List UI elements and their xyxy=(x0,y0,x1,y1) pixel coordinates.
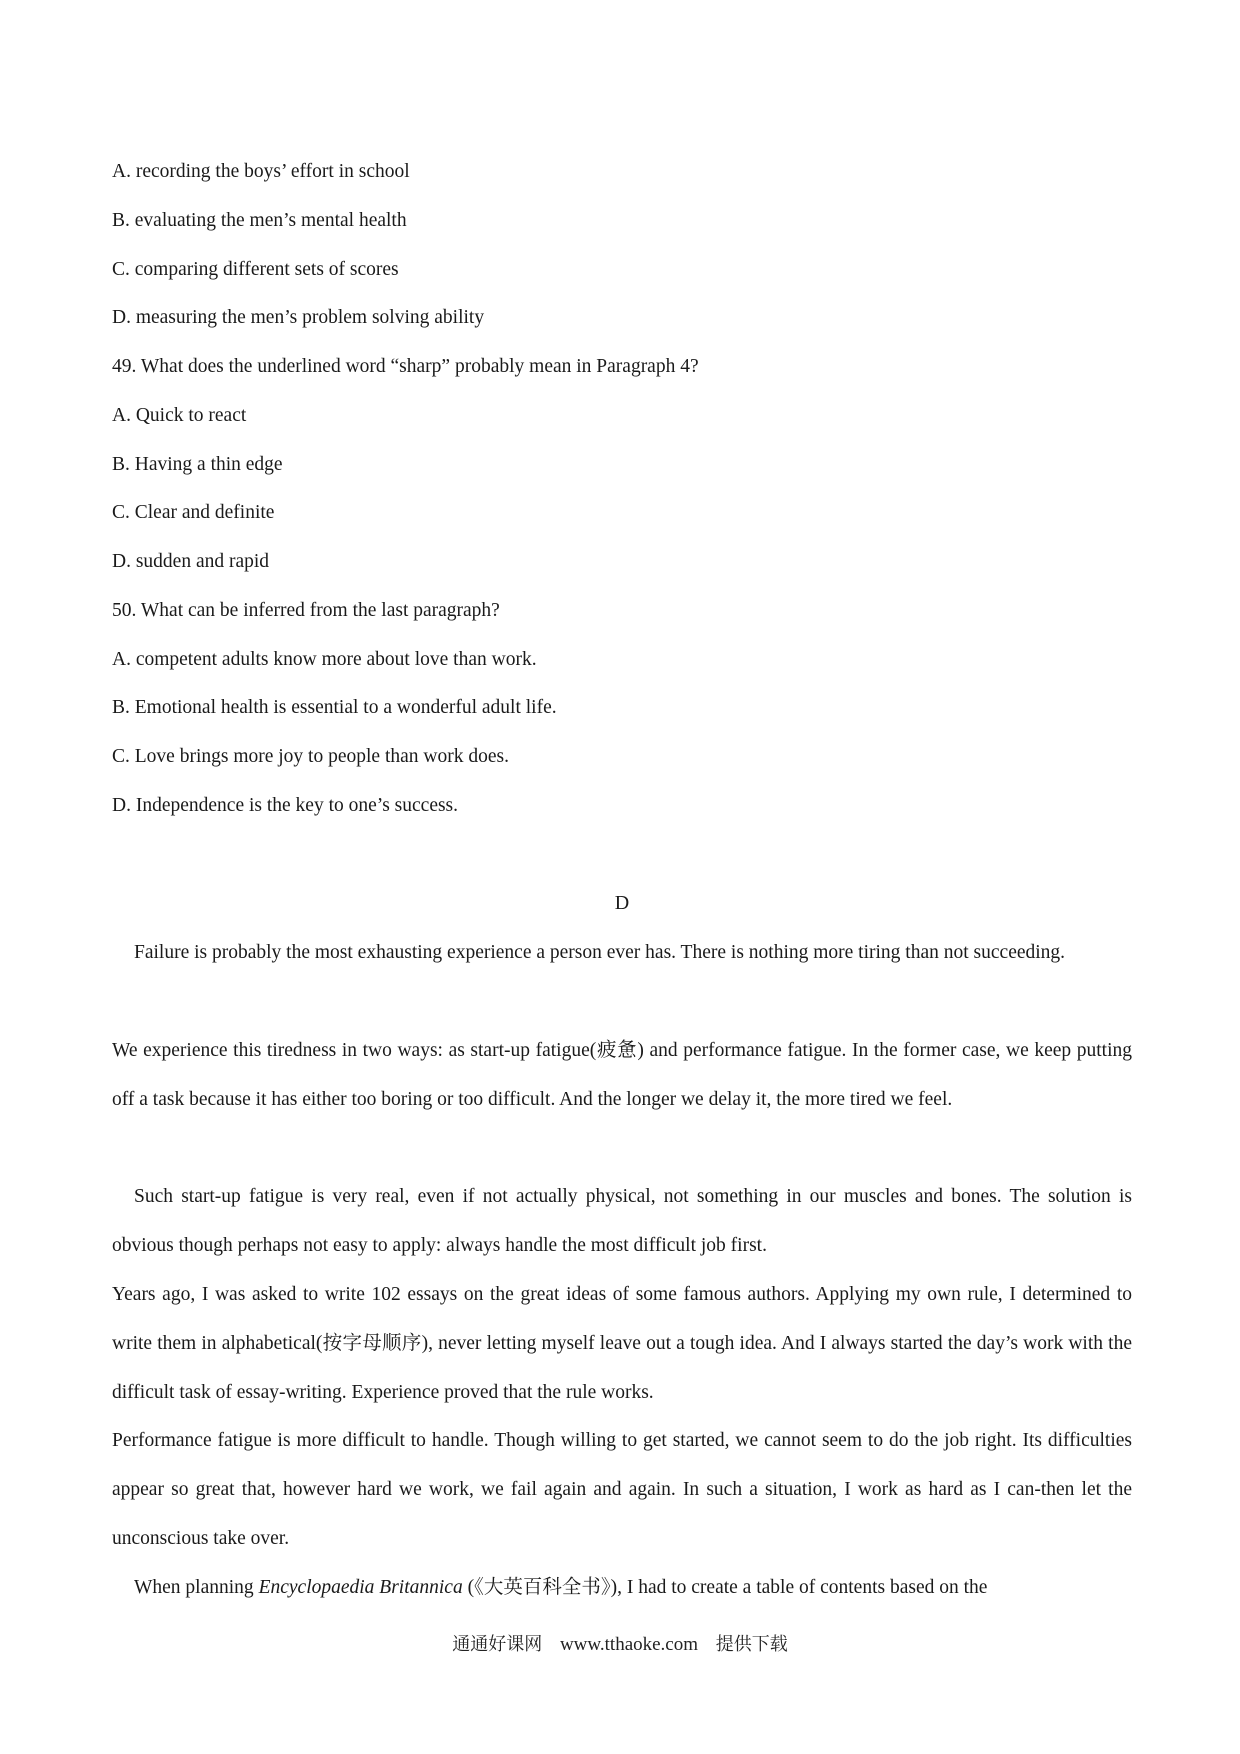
q50-option-a: A. competent adults know more about love than work. xyxy=(112,649,537,670)
footer-suffix: 提供下载 xyxy=(715,1634,788,1655)
q50-option-c: C. Love brings more joy to people than work does. xyxy=(112,746,509,767)
q50-option-b: B. Emotional health is essential to a wonderful adult life. xyxy=(112,697,557,718)
q50-question: 50. What can be inferred from the last paragraph? xyxy=(112,600,500,621)
q49-option-c: C. Clear and definite xyxy=(112,502,275,523)
q49-question: 49. What does the underlined word “sharp” probably mean in Paragraph 4? xyxy=(112,356,699,377)
q49-option-b: B. Having a thin edge xyxy=(112,454,283,475)
passage-paragraph-1 xyxy=(112,928,1132,977)
passage-paragraph-2 xyxy=(112,1026,1132,1124)
footer-site-name: 通通好课网 xyxy=(452,1634,543,1655)
q48-option-c: C. comparing different sets of scores xyxy=(112,259,399,280)
q49-option-d: D. sudden and rapid xyxy=(112,551,270,572)
passage-paragraph-6-pre: When planning xyxy=(134,1577,259,1598)
passage-paragraph-2-text: We experience this tiredness in two ways: as start-up fatigue(疲惫) and performance fatigue. In the former case, we keep putting off a task because it has either too boring or too difficult. And the longer we delay it, the more tired we feel. xyxy=(112,1040,1132,1110)
passage-paragraph-6 xyxy=(112,1563,1132,1612)
passage-paragraph-6-post: (《大英百科全书》), I had to create a table of contents based on the xyxy=(462,1577,988,1598)
q48-option-d: D. measuring the men’s problem solving ability xyxy=(112,307,485,328)
passage-paragraph-4 xyxy=(112,1270,1132,1417)
section-heading: D xyxy=(614,892,630,914)
passage-paragraph-4-text: Years ago, I was asked to write 102 essays on the great ideas of some famous authors. Applying my own rule, I determined to write them in alphabetical(按字母顺序), never letting myself leave out a tough idea. And I always started the day’s work with the difficult task of essay-writing. Experience proved that the rule works. xyxy=(112,1284,1132,1403)
passage-paragraph-3 xyxy=(112,1172,1132,1270)
passage-paragraph-5-text: Performance fatigue is more difficult to handle. Though willing to get started, we cannot seem to do the job right. Its difficulties appear so great that, however hard we work, we fail again and again. In such a situation, I work as hard as I can-then let the unconscious take over. xyxy=(112,1430,1132,1549)
passage-paragraph-5 xyxy=(112,1416,1132,1563)
passage-paragraph-3-text: Such start-up fatigue is very real, even if not actually physical, not something in our muscles and bones. The solution is obvious though perhaps not easy to apply: always handle the most difficult job first. xyxy=(112,1186,1132,1256)
footer-url[interactable]: www.tthaoke.com xyxy=(559,1634,699,1655)
document-page xyxy=(112,0,1132,1754)
q49-option-a: A. Quick to react xyxy=(112,405,247,426)
q50-option-d: D. Independence is the key to one’s success. xyxy=(112,795,459,816)
passage-paragraph-6-italic: Encyclopaedia Britannica xyxy=(258,1577,463,1598)
q48-option-a: A. recording the boys’ effort in school xyxy=(112,161,410,182)
passage-paragraph-1-text: Failure is probably the most exhausting experience a person ever has. There is nothing more tiring than not succeeding. xyxy=(134,942,1066,963)
q48-option-b: B. evaluating the men’s mental health xyxy=(112,210,407,231)
page-footer xyxy=(0,1630,1240,1656)
